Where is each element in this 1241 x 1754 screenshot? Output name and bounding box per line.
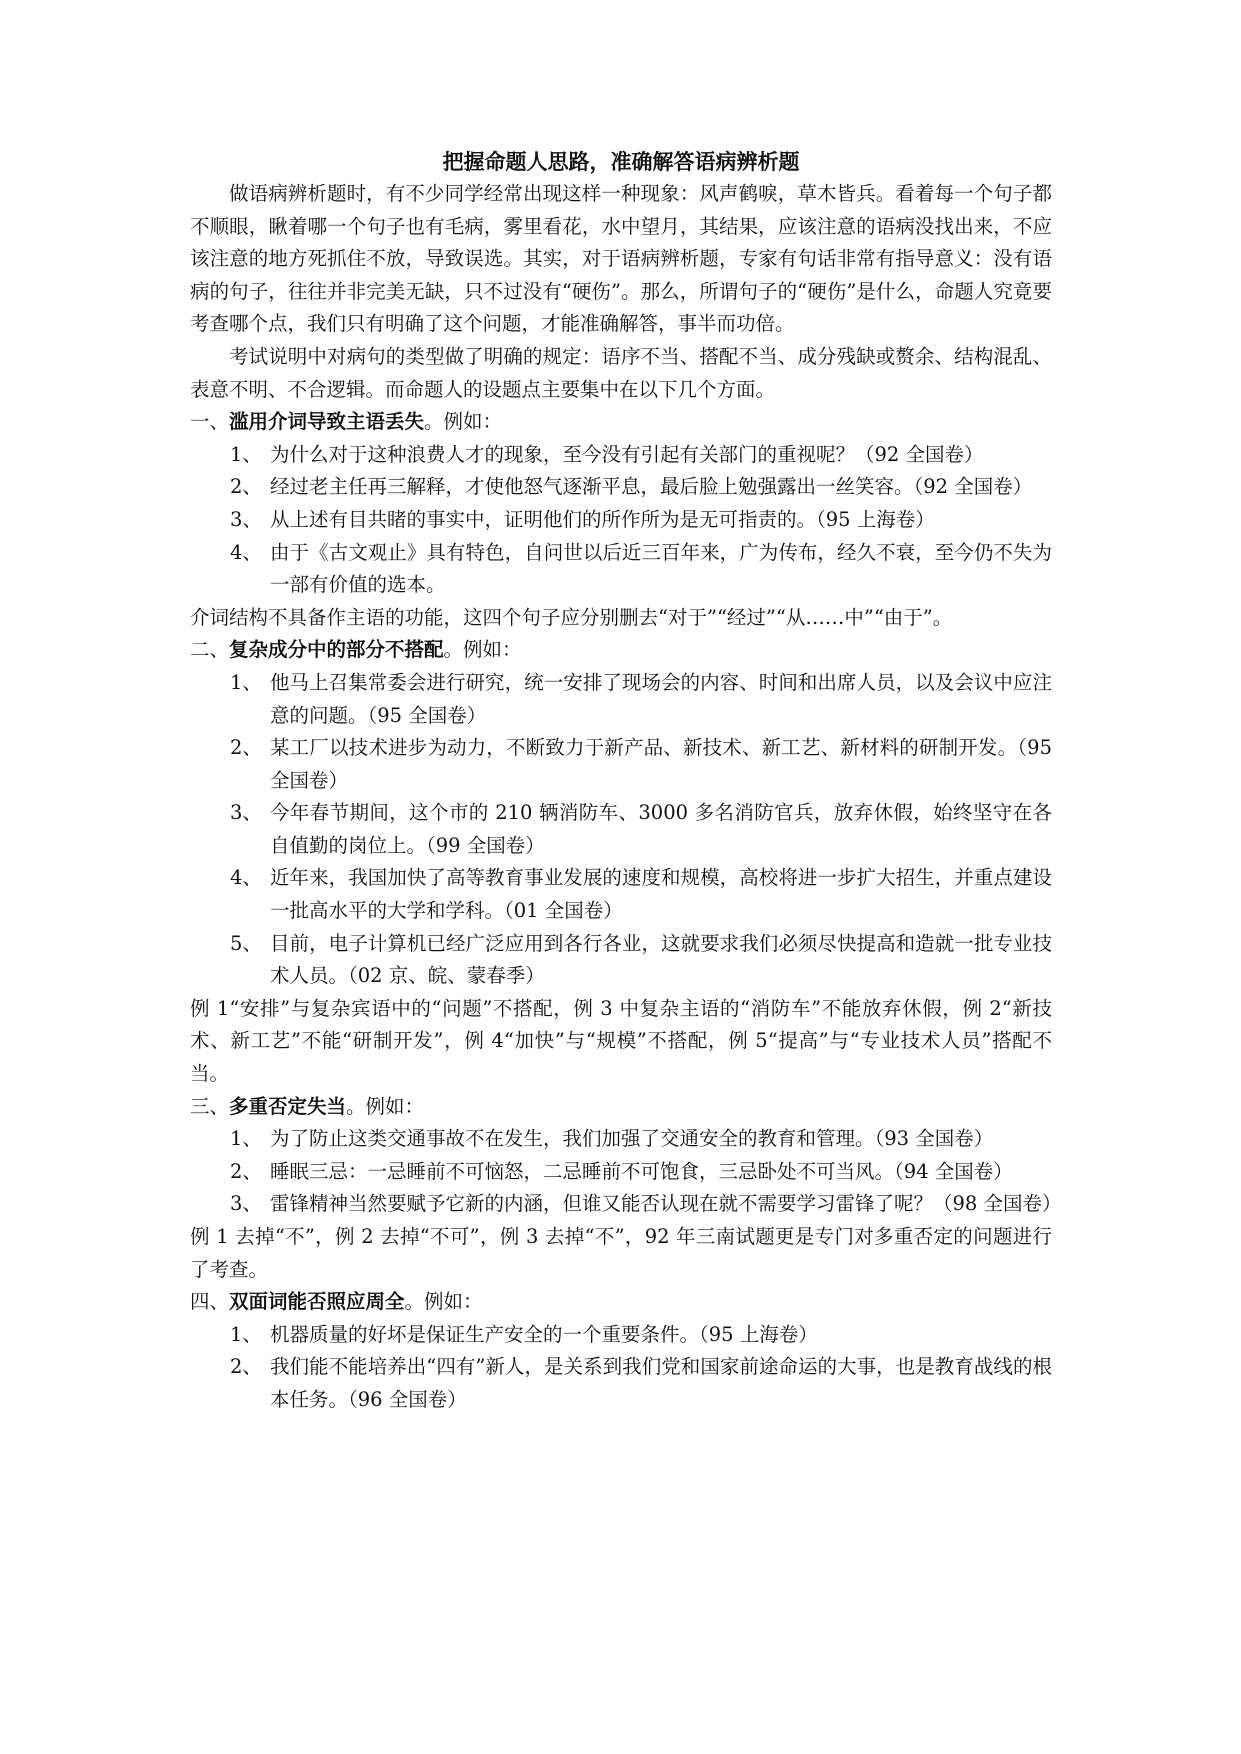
example-text: 雷锋精神当然要赋予它新的内涵，但谁又能否认现在就不需要学习雷锋了呢？（98 全国卷） (270, 1192, 1062, 1216)
section-note: 例 1 去掉“不”，例 2 去掉“不可”，例 3 去掉“不”，92 年三南试题更是专门对多重否定的问题进行了考查。 (190, 1225, 1052, 1281)
section-heading-text: 滥用介词导致主语丢失 (229, 410, 425, 434)
section-number: 三、 (190, 1094, 230, 1118)
section-heading-tail: 。例如： (404, 1290, 483, 1314)
example-text: 经过老主任再三解释，才使他怒气逐渐平息，最后脸上勉强露出一丝笑容。（92 全国卷） (270, 475, 1033, 499)
document-page (190, 146, 1062, 1417)
example-number: 1、 (230, 1127, 262, 1151)
section-heading-text: 双面词能否照应周全 (229, 1290, 405, 1314)
intro-paragraph: 做语病辨析题时，有不少同学经常出现这样一种现象：风声鹤唳，草木皆兵。看着每一个句子都不顺眼，瞅着哪一个句子也有毛病，雾里看花，水中望月，其结果，应该注意的语病没找出来，不应该注意的地方死抓住不放，导致误选。其实，对于语病辨析题，专家有句话非常有指导意义：没有语病的句子，往往并非完美无缺，只不过没有“硬伤”。那么，所谓句子的“硬伤”是什么，命题人究竟要考查哪个点，我们只有明确了这个问题，才能准确解答，事半而功倍。 (190, 182, 1052, 336)
example-text: 我们能不能培养出“四有”新人，是关系到我们党和国家前途命运的大事，也是教育战线的根本任务。（96 全国卷） (270, 1355, 1052, 1411)
example-list (190, 1123, 1062, 1221)
example-number: 3、 (230, 507, 262, 531)
example-number: 1、 (230, 442, 262, 466)
example-item (190, 928, 1052, 993)
example-text: 从上述有目共睹的事实中，证明他们的所作所为是无可指责的。（95 上海卷） (270, 507, 935, 531)
example-text: 近年来，我国加快了高等教育事业发展的速度和规模，高校将进一步扩大招生，并重点建设一批高水平的大学和学科。（01 全国卷） (270, 866, 1052, 923)
example-number: 5、 (230, 931, 262, 955)
intro-paragraph: 考试说明中对病句的类型做了明确的规定：语序不当、搭配不当、成分残缺或赘余、结构混乱、表意不明、不合逻辑。而命题人的设题点主要集中在以下几个方面。 (190, 344, 1052, 401)
section-heading (190, 406, 1052, 439)
section-note: 例 1“安排”与复杂宾语中的“问题”不搭配，例 3 中复杂主语的“消防车”不能放弃休假，例 2“新技术、新工艺”不能“研制开发”，例 4“加快”与“规模”不搭配，例 5“提高”与“专业技术人员”搭配不当。 (190, 996, 1052, 1086)
example-text: 由于《古文观止》具有特色，自问世以后近三百年来，广为传布，经久不衰，至今仍不失为一部有价值的选本。 (270, 540, 1052, 597)
example-item (190, 1319, 1052, 1352)
section-heading-tail: 。例如： (346, 1094, 425, 1118)
section-heading (190, 1091, 1052, 1124)
example-text: 睡眠三忌：一忌睡前不可恼怒，二忌睡前不可饱食，三忌卧处不可当风。（94 全国卷） (270, 1159, 1013, 1183)
section-note: 介词结构不具备作主语的功能，这四个句子应分别删去“对于”“经过”“从……中”“由于”。 (190, 605, 953, 629)
example-text: 为什么对于这种浪费人才的现象，至今没有引起有关部门的重视呢？（92 全国卷） (270, 442, 984, 466)
example-item (190, 862, 1052, 927)
example-number: 3、 (230, 801, 262, 825)
example-list (190, 439, 1052, 602)
example-number: 2、 (230, 1355, 262, 1379)
section-heading-tail: 。例如： (443, 638, 522, 662)
example-text: 某工厂以技术进步为动力，不断致力于新产品、新技术、新工艺、新材料的研制开发。（95 全国卷） (270, 736, 1052, 792)
section-number: 二、 (190, 638, 230, 662)
example-item (190, 1351, 1052, 1416)
example-item (190, 797, 1052, 862)
example-item (190, 471, 1052, 504)
example-item (190, 667, 1052, 732)
example-item (190, 732, 1052, 797)
example-text: 今年春节期间，这个市的 210 辆消防车、3000 多名消防官兵，放弃休假，始终坚守在各自值勤的岗位上。（99 全国卷） (270, 801, 1052, 857)
section-heading-text: 复杂成分中的部分不搭配 (229, 638, 444, 662)
example-text: 为了防止这类交通事故不在发生，我们加强了交通安全的教育和管理。（93 全国卷） (270, 1127, 994, 1151)
document-title: 把握命题人思路，准确解答语病辨析题 (442, 149, 800, 174)
example-number: 1、 (230, 670, 262, 694)
section-number: 一、 (190, 410, 230, 434)
example-text: 机器质量的好坏是保证生产安全的一个重要条件。（95 上海卷） (270, 1322, 818, 1346)
example-item (190, 439, 1052, 472)
example-text: 他马上召集常委会进行研究，统一安排了现场会的内容、时间和出席人员，以及会议中应注意的问题。（95 全国卷） (270, 670, 1052, 727)
example-number: 2、 (230, 736, 262, 760)
section-heading-tail: 。例如： (424, 410, 503, 434)
section-number: 四、 (190, 1290, 230, 1314)
example-list (190, 1319, 1052, 1417)
example-number: 4、 (230, 540, 262, 564)
example-number: 2、 (230, 475, 262, 499)
section-heading (190, 634, 1052, 667)
example-item (190, 504, 1052, 537)
section-heading (190, 1286, 1052, 1319)
example-number: 3、 (230, 1192, 262, 1216)
section-heading-text: 多重否定失当 (229, 1094, 347, 1118)
example-item (190, 1123, 1052, 1156)
example-number: 2、 (230, 1159, 262, 1183)
example-item (190, 537, 1052, 602)
example-text: 目前，电子计算机已经广泛应用到各行各业，这就要求我们必须尽快提高和造就一批专业技术人员。（02 京、皖、蒙春季） (270, 931, 1052, 988)
example-number: 4、 (230, 866, 262, 890)
example-number: 1、 (230, 1322, 262, 1346)
example-list (190, 667, 1052, 993)
example-item (190, 1188, 1062, 1221)
example-item (190, 1156, 1052, 1189)
